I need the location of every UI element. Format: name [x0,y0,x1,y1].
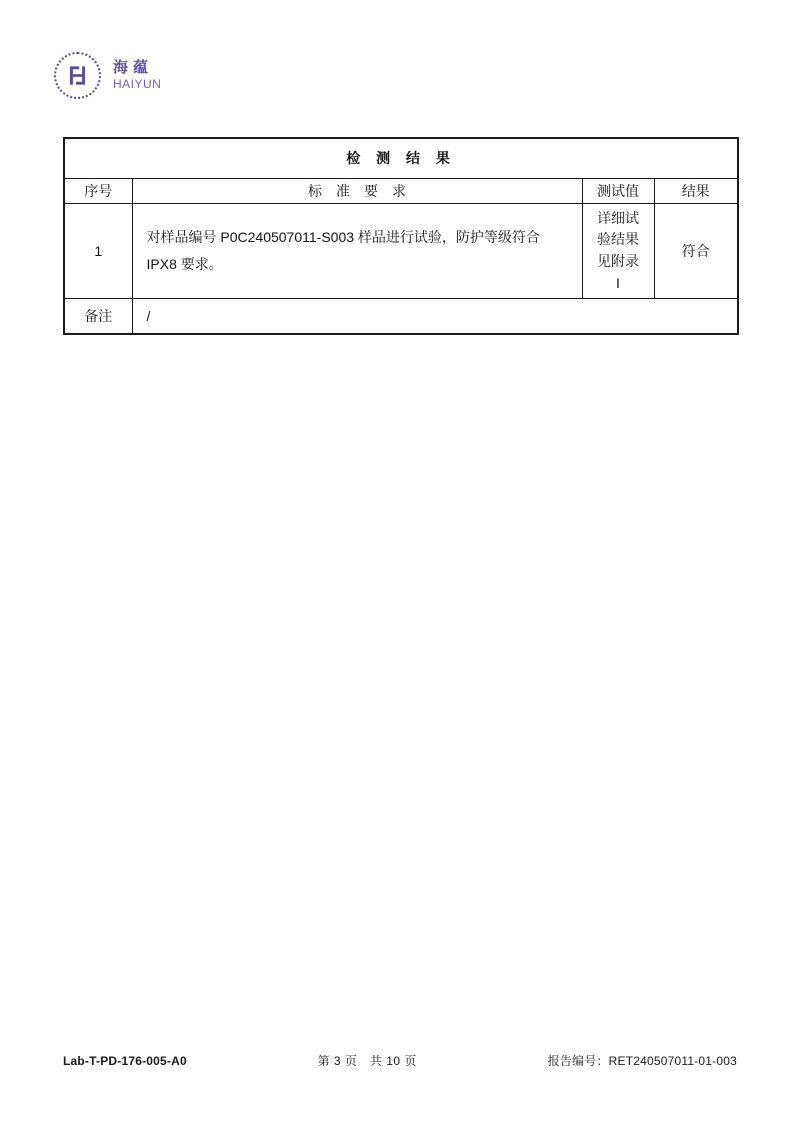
cell-result: 符合 [654,203,738,299]
column-header-test-value: 测试值 [582,178,654,203]
column-header-no: 序号 [64,178,132,203]
company-logo [54,52,161,99]
remark-label: 备注 [64,299,132,334]
logo-name-en: HAIYUN [113,77,162,92]
table-header-row [64,178,738,203]
footer-page-info: 第 3 页 共 10 页 [317,1054,417,1068]
logo-text [113,59,161,92]
table-title-row [64,138,738,178]
column-header-result: 结果 [654,178,738,203]
column-header-requirement: 标 准 要 求 [132,178,582,203]
logo-name-cn: 海蕴 [113,58,154,76]
results-table [63,137,739,335]
remark-value: / [132,299,738,334]
footer-report-number: 报告编号：RET240507011-01-003 [547,1054,737,1068]
footer-doc-number: Lab-T-PD-176-005-A0 [63,1053,187,1068]
page-footer [63,1052,737,1069]
table-title: 检 测 结 果 [64,138,738,178]
cell-sequence-number: 1 [64,203,132,299]
table-row [64,203,738,299]
cell-requirement: 对样品编号 P0C240507011-S003 样品进行试验，防护等级符合 IPX8 要求。 [132,203,582,299]
logo-circle [54,52,101,99]
cell-test-value: 详细试验结果见附录 I [582,203,654,299]
remark-row [64,299,738,334]
logo-monogram-icon [64,62,91,89]
